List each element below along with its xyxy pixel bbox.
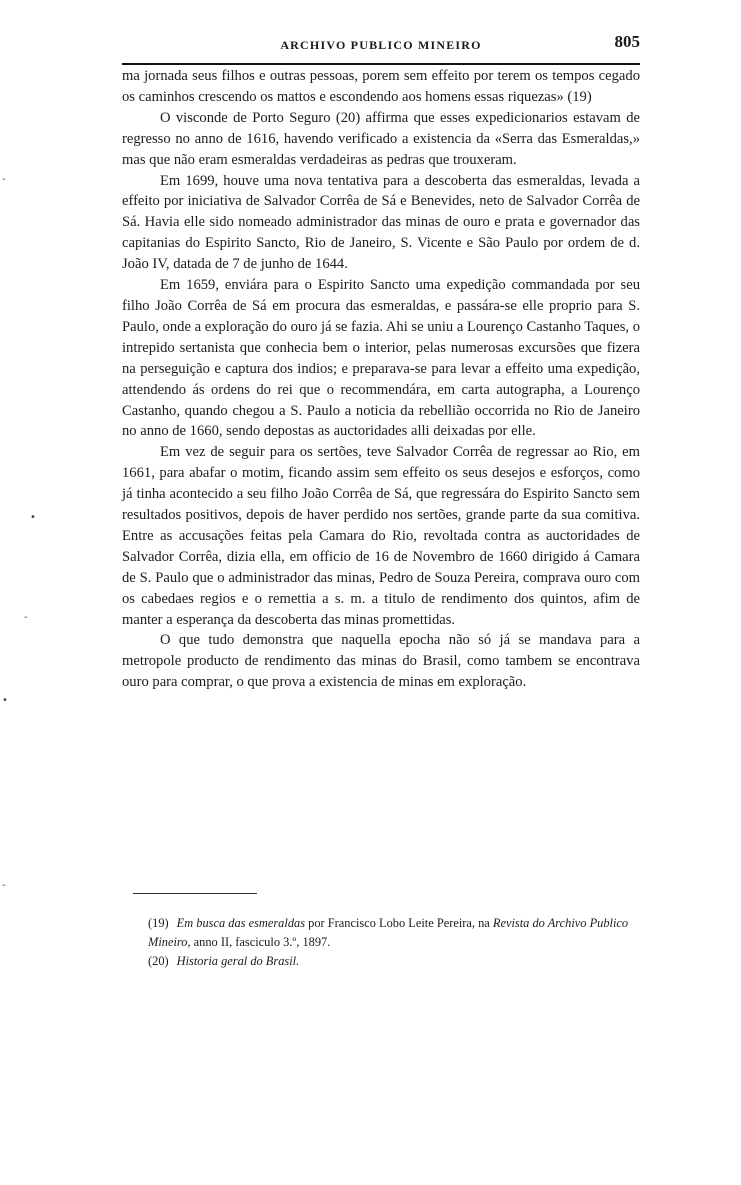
- footnote-rule: [133, 893, 257, 894]
- paragraph: Em vez de seguir para os sertões, teve Salvador Corrêa de regressar ao Rio, em 1661, para abafar o motim, ficando assim sem effeito os seus desejos e esforços, como já tinha acontecido a seu filho João Corrêa de Sá, que regressára do Espirito Sancto sem resultados positivos, depois de haver perdido nos sertões, grande parte da sua comitiva. Entre as accusações feitas pela Camara do Rio, revoltada contra as auctoridades de Salvador Corrêa, dizia ella, em officio de 16 de Novembro de 1660 dirigido á Camara de S. Paulo que o administrador das minas, Pedro de Souza Pereira, comprava ouro com os cabedaes regios e o remettia a s. m. a titulo de rendimento dos quintos, afim de manter a esperança da descoberta das minas promettidas.: [122, 444, 640, 628]
- margin-mark: •: [2, 695, 8, 706]
- paragraph: Em 1659, enviára para o Espirito Sancto uma expedição commandada por seu filho João Corrêa de Sá em procura das esmeraldas, e passára-se elle proprio para S. Paulo, onde a exploração do ouro já se fazia. Ahi se uniu a Lourenço Castanho Taques, o intrepido sertanista que conhecia bem o interior, pelas numerosas excursões que fizera na perseguição e captura dos indios; e preparava-se para levar a effeito uma expedição, attendendo ás ordens do rei que o recommendára, em carta autographa, a Lourenço Castanho, quando chegou a S. Paulo a noticia da rebellião occorrida no Rio de Janeiro no anno de 1660, sendo depostas as auctoridades alli deixadas por elle.: [122, 277, 640, 440]
- footnote-title: Historia geral do Brasil.: [176, 954, 300, 968]
- page-number: 805: [614, 32, 640, 51]
- page-header: [122, 32, 640, 58]
- footnote-mark: (19): [148, 916, 169, 930]
- footnote-title: Revista do Archivo Publico Mineiro,: [148, 916, 629, 949]
- margin-mark: ‐: [2, 880, 6, 891]
- margin-mark: ‐: [2, 174, 6, 185]
- footnote-mark: (20): [148, 954, 169, 968]
- running-title: ARCHIVO PUBLICO MINEIRO: [280, 38, 482, 52]
- footnote-title: Em busca das esmeraldas: [176, 916, 306, 930]
- paragraph: O visconde de Porto Seguro (20) affirma que esses expedicionarios estavam de regresso no anno de 1616, havendo verificado a existencia da «Serra das Esmeraldas,» mas que não eram esmeraldas verdadeiras as pedras que trouxeram.: [122, 109, 640, 168]
- footnote: [122, 952, 640, 971]
- footnotes: [122, 914, 640, 971]
- margin-mark: ‐: [24, 612, 28, 623]
- footnote-text: por Francisco Lobo Leite Pereira, na: [305, 916, 493, 930]
- footnote: [122, 914, 640, 952]
- paragraph: O que tudo demonstra que naquella epocha não só já se mandava para a metropole producto de rendimento das minas do Brasil, como tambem se encontrava ouro para comprar, o que prova a existencia de minas em exploração.: [122, 632, 640, 691]
- body-text: [122, 66, 640, 693]
- margin-mark: •: [30, 512, 36, 523]
- paragraph: Em 1699, houve uma nova tentativa para a descoberta das esmeraldas, levada a effeito por iniciativa de Salvador Corrêa de Sá e Benevides, neto de Salvador Corrêa de Sá. Havia elle sido nomeado administrador das minas de ouro e prata e governador das capitanias do Espirito Sancto, Rio de Janeiro, S. Vicente e São Paulo por ordem de d. João IV, datada de 7 de junho de 1644.: [122, 172, 640, 273]
- header-rule: [122, 63, 640, 65]
- paragraph: ma jornada seus filhos e outras pessoas, porem sem effeito por terem os tempos cegado os caminhos crescendo os mattos e escondendo aos homens essas riquezas» (19): [122, 68, 640, 105]
- footnote-text: anno II, fasciculo 3.º, 1897.: [190, 935, 331, 949]
